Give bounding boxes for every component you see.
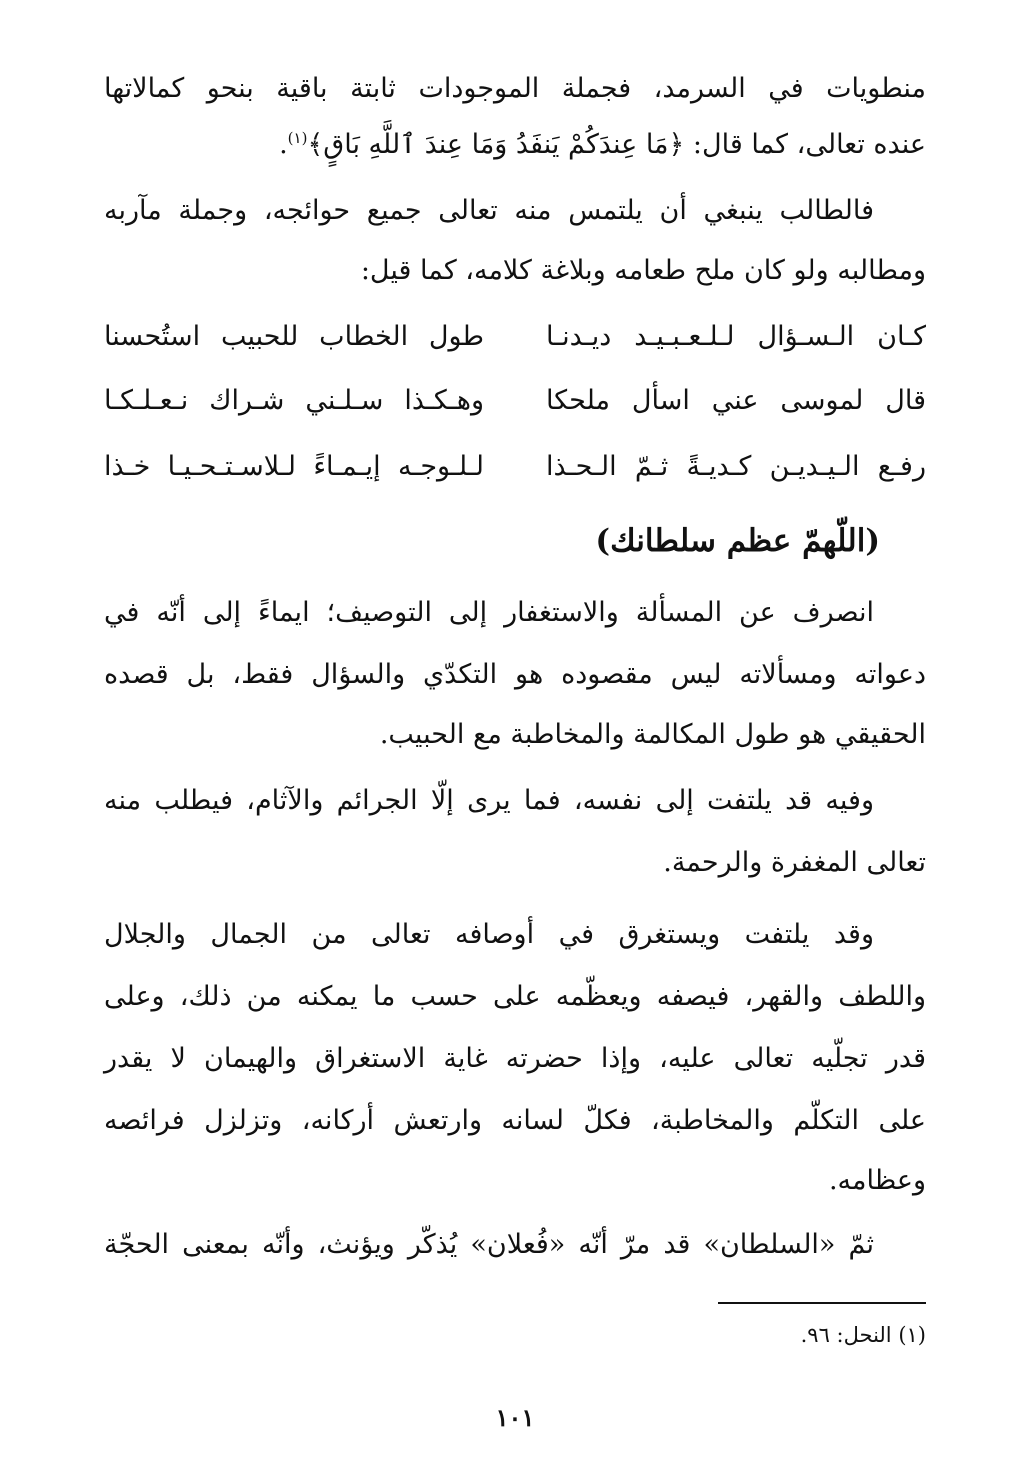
quran-quote-line: عنده تعالى، كما قال: ﴿مَا عِندَكُمْ يَنفَدُ وَمَا عِندَ ٱللَّهِ بَاقٍ﴾ xyxy=(307,129,926,160)
body-line-1: منطويات في السرمد، فجملة الموجودات ثابتة باقية بنحو كمالاتها xyxy=(104,73,926,104)
footnote: (١) النحل: ٩٦. xyxy=(800,1323,926,1347)
body-line-2: عنده تعالى، كما قال: ﴿مَا عِندَكُمْ يَنفَدُ وَمَا عِندَ ٱللَّهِ بَاقٍ﴾$^{(١)}$. xyxy=(279,129,926,160)
verse-2-first-hemistich: قال لموسى عني اسأل ملحكا xyxy=(546,385,926,416)
footnote-divider xyxy=(718,1302,926,1304)
section-line-9: على التكلّم والمخاطبة، فكلّ لسانه وارتعش أركانه، وتزلزل فرائصه xyxy=(104,1105,926,1136)
page-number: ١٠١ xyxy=(495,1403,535,1432)
body-line-4: ومطالبه ولو كان ملح طعامه وبلاغة كلامه، كما قيل: xyxy=(360,255,926,286)
section-line-7: واللطف والقهر، فيصفه ويعظّمه على حسب ما يمكنه من ذلك، وعلى xyxy=(104,981,926,1012)
section-line-2: دعواته ومسألاته ليس مقصوده هو التكدّي والسؤال فقط، بل قصده xyxy=(104,659,926,690)
section-heading: (اللّهمّ عظم سلطانك) xyxy=(595,523,880,559)
section-line-4: وفيه قد يلتفت إلى نفسه، فما يرى إلّا الجرائم والآثام، فيطلب منه xyxy=(104,785,874,816)
verse-3-second-hemistich: لـلـوجـه إيـمـاءً لـلاسـتـحـيـا خـذا xyxy=(104,451,484,482)
verse-row-3 xyxy=(104,442,926,492)
section-line-1: انصرف عن المسألة والاستغفار إلى التوصيف؛ ايماءً إلى أنّه في xyxy=(104,597,874,628)
section-line-8: قدر تجلّيه تعالى عليه، وإذا حضرته غاية الاستغراق والهيمان لا يقدر xyxy=(104,1043,926,1074)
section-line-3: الحقيقي هو طول المكالمة والمخاطبة مع الحبيب. xyxy=(379,719,926,750)
verse-3-first-hemistich: رفـع الـيـديـن كـديـةً ثـمّ الـحـذا xyxy=(546,451,926,482)
body-line-3: فالطالب ينبغي أن يلتمس منه تعالى جميع حوائجه، وجملة مآربه xyxy=(104,195,874,226)
verse-row-1 xyxy=(104,312,926,362)
verse-2-second-hemistich: وهـكـذا سـلـني شـراك نـعـلـكـا xyxy=(104,385,484,416)
verse-row-2 xyxy=(104,376,926,426)
verse-1-first-hemistich: كـان الـسـؤال لـلـعـبـيـد ديـدنـا xyxy=(546,321,926,352)
footnote-marker: (١) xyxy=(287,129,308,147)
section-line-10: وعظامه. xyxy=(828,1165,926,1196)
section-line-11: ثمّ «السلطان» قد مرّ أنّه «فُعلان» يُذكّر ويؤنث، وأنّه بمعنى الحجّة xyxy=(104,1229,874,1260)
section-line-5: تعالى المغفرة والرحمة. xyxy=(663,847,926,878)
verse-1-second-hemistich: طول الخطاب للحبيب استُحسنا xyxy=(104,321,484,352)
section-line-6: وقد يلتفت ويستغرق في أوصافه تعالى من الجمال والجلال xyxy=(104,919,874,950)
